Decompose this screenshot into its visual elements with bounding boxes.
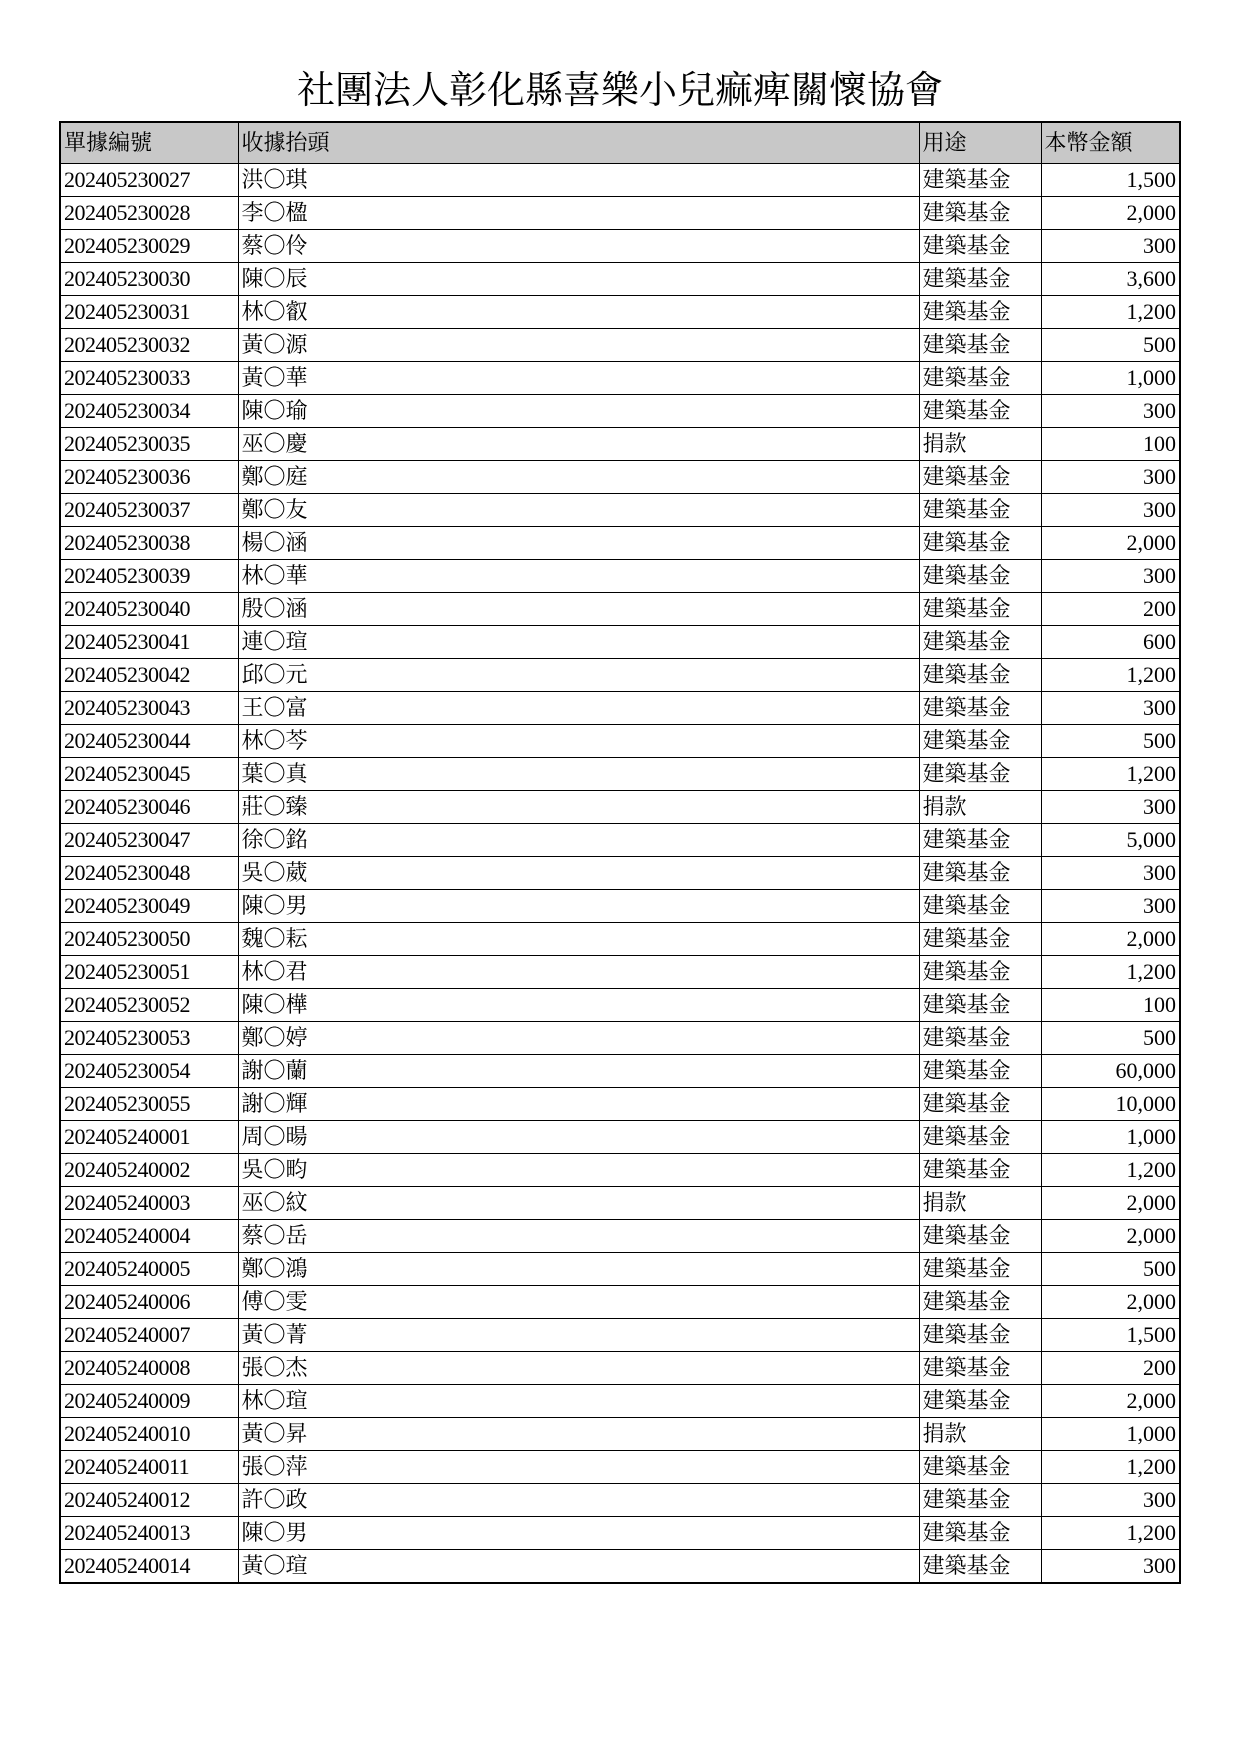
table-row [60,1549,1180,1583]
table-row [60,295,1180,328]
receipt-no-cell: 202405230038 [60,526,238,559]
payer-cell: 林〇叡 [238,295,919,328]
payer-cell: 黃〇菁 [238,1318,919,1351]
amount-cell: 500 [1041,724,1180,757]
receipt-no-cell: 202405230055 [60,1087,238,1120]
amount-cell: 1,200 [1041,757,1180,790]
receipt-no-cell: 202405230043 [60,691,238,724]
payer-cell: 陳〇瑜 [238,394,919,427]
payer-cell: 許〇政 [238,1483,919,1516]
purpose-cell: 建築基金 [919,988,1041,1021]
payer-cell: 巫〇慶 [238,427,919,460]
purpose-cell: 建築基金 [919,1021,1041,1054]
receipt-no-cell: 202405240012 [60,1483,238,1516]
receipt-no-cell: 202405240008 [60,1351,238,1384]
table-row [60,1417,1180,1450]
table-row [60,823,1180,856]
receipt-no-cell: 202405230052 [60,988,238,1021]
receipt-no-cell: 202405230051 [60,955,238,988]
payer-cell: 陳〇男 [238,889,919,922]
purpose-cell: 建築基金 [919,1351,1041,1384]
purpose-cell: 捐款 [919,1186,1041,1219]
payer-cell: 黃〇源 [238,328,919,361]
amount-cell: 10,000 [1041,1087,1180,1120]
table-row [60,757,1180,790]
purpose-cell: 捐款 [919,1417,1041,1450]
receipt-no-cell: 202405240009 [60,1384,238,1417]
payer-cell: 黃〇瑄 [238,1549,919,1583]
receipt-no-cell: 202405230044 [60,724,238,757]
purpose-cell: 建築基金 [919,1153,1041,1186]
purpose-cell: 建築基金 [919,955,1041,988]
amount-cell: 2,000 [1041,1285,1180,1318]
header-amount: 本幣金額 [1041,122,1180,163]
purpose-cell: 建築基金 [919,757,1041,790]
table-row [60,724,1180,757]
payer-cell: 張〇萍 [238,1450,919,1483]
purpose-cell: 捐款 [919,790,1041,823]
purpose-cell: 建築基金 [919,526,1041,559]
payer-cell: 林〇芩 [238,724,919,757]
purpose-cell: 建築基金 [919,1549,1041,1583]
receipt-no-cell: 202405240006 [60,1285,238,1318]
amount-cell: 200 [1041,592,1180,625]
table-body [60,163,1180,1583]
purpose-cell: 建築基金 [919,361,1041,394]
amount-cell: 1,200 [1041,658,1180,691]
purpose-cell: 建築基金 [919,625,1041,658]
payer-cell: 鄭〇婷 [238,1021,919,1054]
receipt-no-cell: 202405230050 [60,922,238,955]
receipt-no-cell: 202405240004 [60,1219,238,1252]
purpose-cell: 建築基金 [919,328,1041,361]
amount-cell: 2,000 [1041,922,1180,955]
purpose-cell: 建築基金 [919,1120,1041,1153]
payer-cell: 謝〇輝 [238,1087,919,1120]
amount-cell: 500 [1041,1021,1180,1054]
purpose-cell: 建築基金 [919,394,1041,427]
purpose-cell: 建築基金 [919,163,1041,196]
payer-cell: 林〇華 [238,559,919,592]
table-row [60,1153,1180,1186]
table-row [60,1054,1180,1087]
receipt-no-cell: 202405240007 [60,1318,238,1351]
table-row [60,427,1180,460]
amount-cell: 2,000 [1041,1384,1180,1417]
amount-cell: 1,500 [1041,1318,1180,1351]
receipt-no-cell: 202405230049 [60,889,238,922]
receipt-no-cell: 202405230041 [60,625,238,658]
receipt-no-cell: 202405230045 [60,757,238,790]
table-row [60,1186,1180,1219]
receipt-no-cell: 202405230039 [60,559,238,592]
purpose-cell: 建築基金 [919,295,1041,328]
amount-cell: 1,000 [1041,1120,1180,1153]
payer-cell: 林〇君 [238,955,919,988]
payer-cell: 黃〇華 [238,361,919,394]
table-row [60,229,1180,262]
purpose-cell: 建築基金 [919,592,1041,625]
payer-cell: 莊〇臻 [238,790,919,823]
amount-cell: 5,000 [1041,823,1180,856]
purpose-cell: 建築基金 [919,658,1041,691]
amount-cell: 300 [1041,229,1180,262]
amount-cell: 2,000 [1041,526,1180,559]
table-row [60,163,1180,196]
table-row [60,922,1180,955]
amount-cell: 300 [1041,790,1180,823]
amount-cell: 300 [1041,1483,1180,1516]
table-row [60,1021,1180,1054]
receipt-no-cell: 202405230053 [60,1021,238,1054]
table-row [60,493,1180,526]
receipt-no-cell: 202405240014 [60,1549,238,1583]
table-row [60,361,1180,394]
purpose-cell: 建築基金 [919,229,1041,262]
table-row [60,1318,1180,1351]
purpose-cell: 建築基金 [919,889,1041,922]
payer-cell: 鄭〇庭 [238,460,919,493]
purpose-cell: 建築基金 [919,460,1041,493]
amount-cell: 300 [1041,856,1180,889]
amount-cell: 300 [1041,691,1180,724]
payer-cell: 李〇楹 [238,196,919,229]
table-row [60,790,1180,823]
receipt-no-cell: 202405240010 [60,1417,238,1450]
payer-cell: 周〇暘 [238,1120,919,1153]
purpose-cell: 建築基金 [919,196,1041,229]
table-row [60,196,1180,229]
amount-cell: 2,000 [1041,1219,1180,1252]
payer-cell: 鄭〇鴻 [238,1252,919,1285]
amount-cell: 300 [1041,559,1180,592]
amount-cell: 300 [1041,493,1180,526]
purpose-cell: 建築基金 [919,724,1041,757]
purpose-cell: 建築基金 [919,823,1041,856]
payer-cell: 鄭〇友 [238,493,919,526]
payer-cell: 楊〇涵 [238,526,919,559]
amount-cell: 3,600 [1041,262,1180,295]
payer-cell: 洪〇琪 [238,163,919,196]
receipt-no-cell: 202405230028 [60,196,238,229]
amount-cell: 100 [1041,427,1180,460]
payer-cell: 傅〇雯 [238,1285,919,1318]
table-row [60,889,1180,922]
amount-cell: 300 [1041,889,1180,922]
payer-cell: 蔡〇岳 [238,1219,919,1252]
table-row [60,955,1180,988]
payer-cell: 巫〇紋 [238,1186,919,1219]
purpose-cell: 建築基金 [919,493,1041,526]
receipt-no-cell: 202405240003 [60,1186,238,1219]
table-row [60,1285,1180,1318]
payer-cell: 林〇瑄 [238,1384,919,1417]
table-row [60,1516,1180,1549]
receipt-no-cell: 202405230033 [60,361,238,394]
receipt-no-cell: 202405230035 [60,427,238,460]
amount-cell: 1,000 [1041,1417,1180,1450]
purpose-cell: 建築基金 [919,1516,1041,1549]
table-row [60,1450,1180,1483]
document-title: 社團法人彰化縣喜樂小兒痲痺關懷協會 [296,68,943,112]
amount-cell: 500 [1041,328,1180,361]
payer-cell: 黃〇昇 [238,1417,919,1450]
amount-cell: 1,200 [1041,955,1180,988]
table-row [60,988,1180,1021]
amount-cell: 200 [1041,1351,1180,1384]
table-row [60,1219,1180,1252]
purpose-cell: 建築基金 [919,262,1041,295]
receipt-no-cell: 202405230047 [60,823,238,856]
table-header-row [60,122,1180,163]
amount-cell: 600 [1041,625,1180,658]
header-receipt-no: 單據編號 [60,122,238,163]
purpose-cell: 建築基金 [919,1318,1041,1351]
amount-cell: 300 [1041,394,1180,427]
payer-cell: 蔡〇伶 [238,229,919,262]
amount-cell: 1,200 [1041,1516,1180,1549]
table-row [60,1384,1180,1417]
amount-cell: 1,200 [1041,1450,1180,1483]
amount-cell: 60,000 [1041,1054,1180,1087]
amount-cell: 1,000 [1041,361,1180,394]
receipt-no-cell: 202405240005 [60,1252,238,1285]
purpose-cell: 建築基金 [919,1219,1041,1252]
amount-cell: 1,200 [1041,1153,1180,1186]
receipt-no-cell: 202405230031 [60,295,238,328]
payer-cell: 邱〇元 [238,658,919,691]
header-payer: 收據抬頭 [238,122,919,163]
receipt-no-cell: 202405230054 [60,1054,238,1087]
payer-cell: 陳〇男 [238,1516,919,1549]
table-row [60,1087,1180,1120]
table-row [60,262,1180,295]
purpose-cell: 建築基金 [919,1252,1041,1285]
payer-cell: 魏〇耘 [238,922,919,955]
purpose-cell: 建築基金 [919,1054,1041,1087]
receipt-no-cell: 202405230040 [60,592,238,625]
table-row [60,856,1180,889]
receipt-no-cell: 202405230034 [60,394,238,427]
purpose-cell: 建築基金 [919,1483,1041,1516]
receipt-no-cell: 202405230037 [60,493,238,526]
payer-cell: 連〇瑄 [238,625,919,658]
payer-cell: 王〇富 [238,691,919,724]
table-row [60,1252,1180,1285]
payer-cell: 徐〇銘 [238,823,919,856]
header-purpose: 用途 [919,122,1041,163]
table-row [60,559,1180,592]
amount-cell: 300 [1041,460,1180,493]
table-row [60,592,1180,625]
receipt-no-cell: 202405230027 [60,163,238,196]
receipt-no-cell: 202405230048 [60,856,238,889]
amount-cell: 2,000 [1041,196,1180,229]
payer-cell: 陳〇樺 [238,988,919,1021]
amount-cell: 100 [1041,988,1180,1021]
table-row [60,625,1180,658]
payer-cell: 吳〇畇 [238,1153,919,1186]
amount-cell: 1,500 [1041,163,1180,196]
receipt-no-cell: 202405230030 [60,262,238,295]
receipt-no-cell: 202405230036 [60,460,238,493]
payer-cell: 謝〇蘭 [238,1054,919,1087]
purpose-cell: 建築基金 [919,691,1041,724]
table-row [60,328,1180,361]
purpose-cell: 建築基金 [919,1450,1041,1483]
purpose-cell: 建築基金 [919,856,1041,889]
receipt-no-cell: 202405240002 [60,1153,238,1186]
table-row [60,658,1180,691]
amount-cell: 1,200 [1041,295,1180,328]
receipt-no-cell: 202405240013 [60,1516,238,1549]
receipt-no-cell: 202405240001 [60,1120,238,1153]
donation-table [59,121,1181,1584]
amount-cell: 500 [1041,1252,1180,1285]
purpose-cell: 捐款 [919,427,1041,460]
table-row [60,526,1180,559]
table-row [60,691,1180,724]
purpose-cell: 建築基金 [919,559,1041,592]
table-row [60,1483,1180,1516]
receipt-no-cell: 202405240011 [60,1450,238,1483]
table-row [60,394,1180,427]
receipt-no-cell: 202405230042 [60,658,238,691]
purpose-cell: 建築基金 [919,1384,1041,1417]
amount-cell: 2,000 [1041,1186,1180,1219]
payer-cell: 吳〇葳 [238,856,919,889]
payer-cell: 殷〇涵 [238,592,919,625]
table-row [60,1351,1180,1384]
receipt-no-cell: 202405230046 [60,790,238,823]
table-row [60,1120,1180,1153]
payer-cell: 張〇杰 [238,1351,919,1384]
amount-cell: 300 [1041,1549,1180,1583]
table-row [60,460,1180,493]
payer-cell: 葉〇真 [238,757,919,790]
purpose-cell: 建築基金 [919,1087,1041,1120]
receipt-no-cell: 202405230032 [60,328,238,361]
purpose-cell: 建築基金 [919,922,1041,955]
receipt-no-cell: 202405230029 [60,229,238,262]
purpose-cell: 建築基金 [919,1285,1041,1318]
payer-cell: 陳〇辰 [238,262,919,295]
